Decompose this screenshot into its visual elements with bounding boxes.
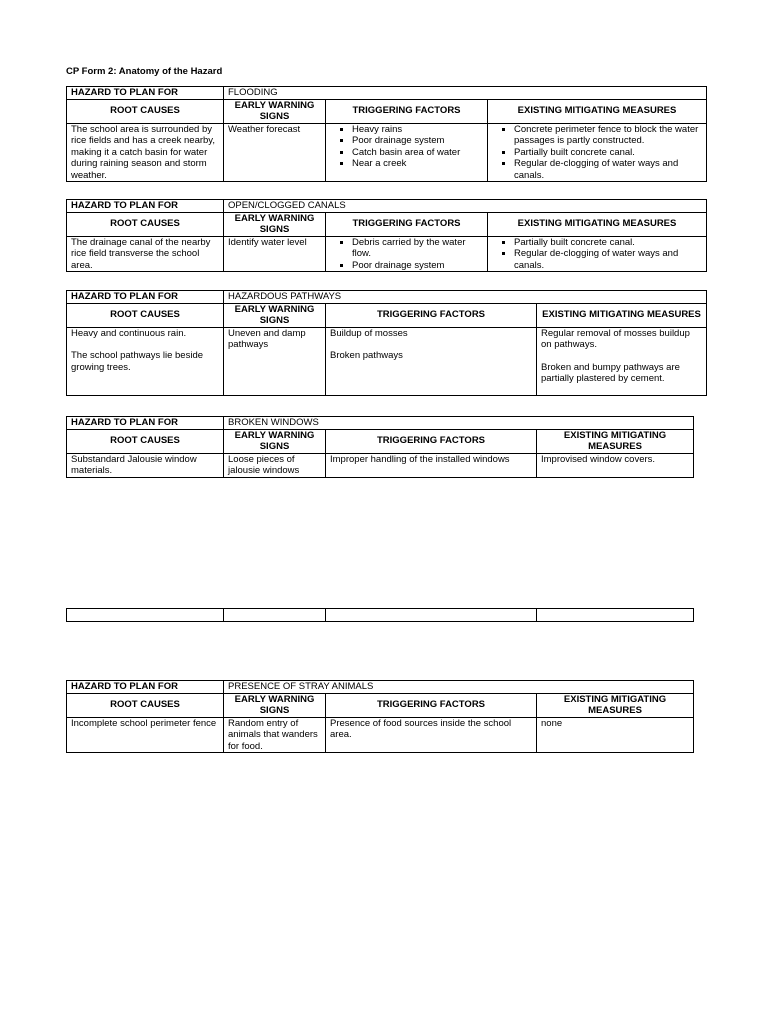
early-warning-text: Weather forecast [228,123,301,135]
root-causes-header: ROOT CAUSES [67,212,224,236]
hazard-table-pathways [66,290,707,396]
triggering-text: Broken pathways [330,350,403,361]
triggering-text: Buildup of mosses [330,327,408,339]
mitigating-list [492,124,702,182]
empty-table-row [66,608,694,622]
triggering-item: ▪ Heavy rains [352,124,483,136]
triggering-item: ▪ Poor drainage system [352,135,483,147]
hazard-name: HAZARDOUS PATHWAYS [224,291,707,304]
form-title: CP Form 2: Anatomy of the Hazard [66,66,223,77]
hazard-label: HAZARD TO PLAN FOR [67,417,224,430]
early-warning-header: EARLY WARNING SIGNS [224,99,326,123]
mitigating-item: ▪ Regular de-clogging of water ways and canals. [514,248,702,271]
empty-cell [224,609,326,622]
root-causes-header: ROOT CAUSES [67,429,224,453]
mitigating-text: none [541,717,563,729]
mitigating-text: Broken and bumpy pathways are partially plastered by cement. [541,361,680,384]
mitigating-item: ▪ Concrete perimeter fence to block the water passages is partly constructed. [514,124,702,147]
mitigating-item: ▪ Partially built concrete canal. [514,237,702,249]
early-warning-header: EARLY WARNING SIGNS [224,303,326,327]
triggering-cell [326,236,488,272]
root-causes-header: ROOT CAUSES [67,693,224,717]
triggering-text: Presence of food sources inside the school area. [330,717,512,740]
root-cause-text: Heavy and continuous rain. [71,327,187,339]
root-causes-cell [67,453,224,477]
triggering-header: TRIGGERING FACTORS [326,303,537,327]
early-warning-cell [224,123,326,182]
mitigating-item: ▪ Regular de-clogging of water ways and canals. [514,158,702,181]
empty-cell [537,609,694,622]
triggering-cell [326,327,537,395]
triggering-item: ▪ Near a creek [352,158,483,170]
mitigating-header: EXISTING MITIGATING MEASURES [488,212,707,236]
triggering-cell [326,453,537,477]
early-warning-header: EARLY WARNING SIGNS [224,693,326,717]
root-causes-cell [67,236,224,272]
mitigating-cell [488,123,707,182]
mitigating-text: Improvised window covers. [541,453,656,465]
root-cause-text: Substandard Jalousie window materials. [71,453,197,476]
hazard-label: HAZARD TO PLAN FOR [67,200,224,213]
early-warning-text: Identify water level [228,236,307,248]
mitigating-header: EXISTING MITIGATING MEASURES [537,429,694,453]
hazard-table-stray-animals [66,680,694,753]
hazard-label: HAZARD TO PLAN FOR [67,291,224,304]
early-warning-cell [224,236,326,272]
triggering-header: TRIGGERING FACTORS [326,212,488,236]
mitigating-cell [537,453,694,477]
hazard-name: BROKEN WINDOWS [224,417,694,430]
root-causes-cell [67,717,224,753]
mitigating-item: ▪ Partially built concrete canal. [514,147,702,159]
hazard-label: HAZARD TO PLAN FOR [67,681,224,694]
triggering-cell [326,717,537,753]
early-warning-header: EARLY WARNING SIGNS [224,212,326,236]
hazard-table-windows [66,416,694,478]
triggering-item: ▪ Catch basin area of water [352,147,483,159]
triggering-header: TRIGGERING FACTORS [326,693,537,717]
triggering-header: TRIGGERING FACTORS [326,429,537,453]
root-causes-header: ROOT CAUSES [67,303,224,327]
mitigating-cell [488,236,707,272]
hazard-table-canals [66,199,707,272]
root-cause-text: The school pathways lie beside growing trees. [71,350,204,373]
root-cause-text: The drainage canal of the nearby rice field transverse the school area. [71,236,211,271]
triggering-list [330,124,483,170]
early-warning-text: Loose pieces of jalousie windows [228,453,300,476]
hazard-label: HAZARD TO PLAN FOR [67,87,224,100]
mitigating-list [492,237,702,272]
mitigating-text: Regular removal of mosses buildup on pathways. [541,327,690,350]
mitigating-header: EXISTING MITIGATING MEASURES [537,693,694,717]
empty-cell [67,609,224,622]
triggering-text: Improper handling of the installed windows [330,453,510,465]
early-warning-header: EARLY WARNING SIGNS [224,429,326,453]
mitigating-cell [537,717,694,753]
mitigating-cell [537,327,707,395]
hazard-name: PRESENCE OF STRAY ANIMALS [224,681,694,694]
root-cause-text: Incomplete school perimeter fence [71,717,217,729]
mitigating-header: EXISTING MITIGATING MEASURES [537,303,707,327]
empty-cell [326,609,537,622]
triggering-header: TRIGGERING FACTORS [326,99,488,123]
early-warning-cell [224,327,326,395]
early-warning-cell [224,717,326,753]
early-warning-text: Random entry of animals that wanders for food. [228,717,318,752]
triggering-cell [326,123,488,182]
root-cause-text: The school area is surrounded by rice fields and has a creek nearby, making it a catch basin for water during raining season and storm weather. [71,123,215,181]
triggering-item: ▪ Debris carried by the water flow. [352,237,483,260]
root-causes-cell [67,327,224,395]
hazard-table-flooding [66,86,707,182]
triggering-list [330,237,483,272]
root-causes-header: ROOT CAUSES [67,99,224,123]
early-warning-cell [224,453,326,477]
hazard-name: OPEN/CLOGGED CANALS [224,200,707,213]
early-warning-text: Uneven and damp pathways [228,327,306,350]
triggering-item: ▪ Poor drainage system [352,260,483,272]
hazard-name: FLOODING [224,87,707,100]
root-causes-cell [67,123,224,182]
mitigating-header: EXISTING MITIGATING MEASURES [488,99,707,123]
